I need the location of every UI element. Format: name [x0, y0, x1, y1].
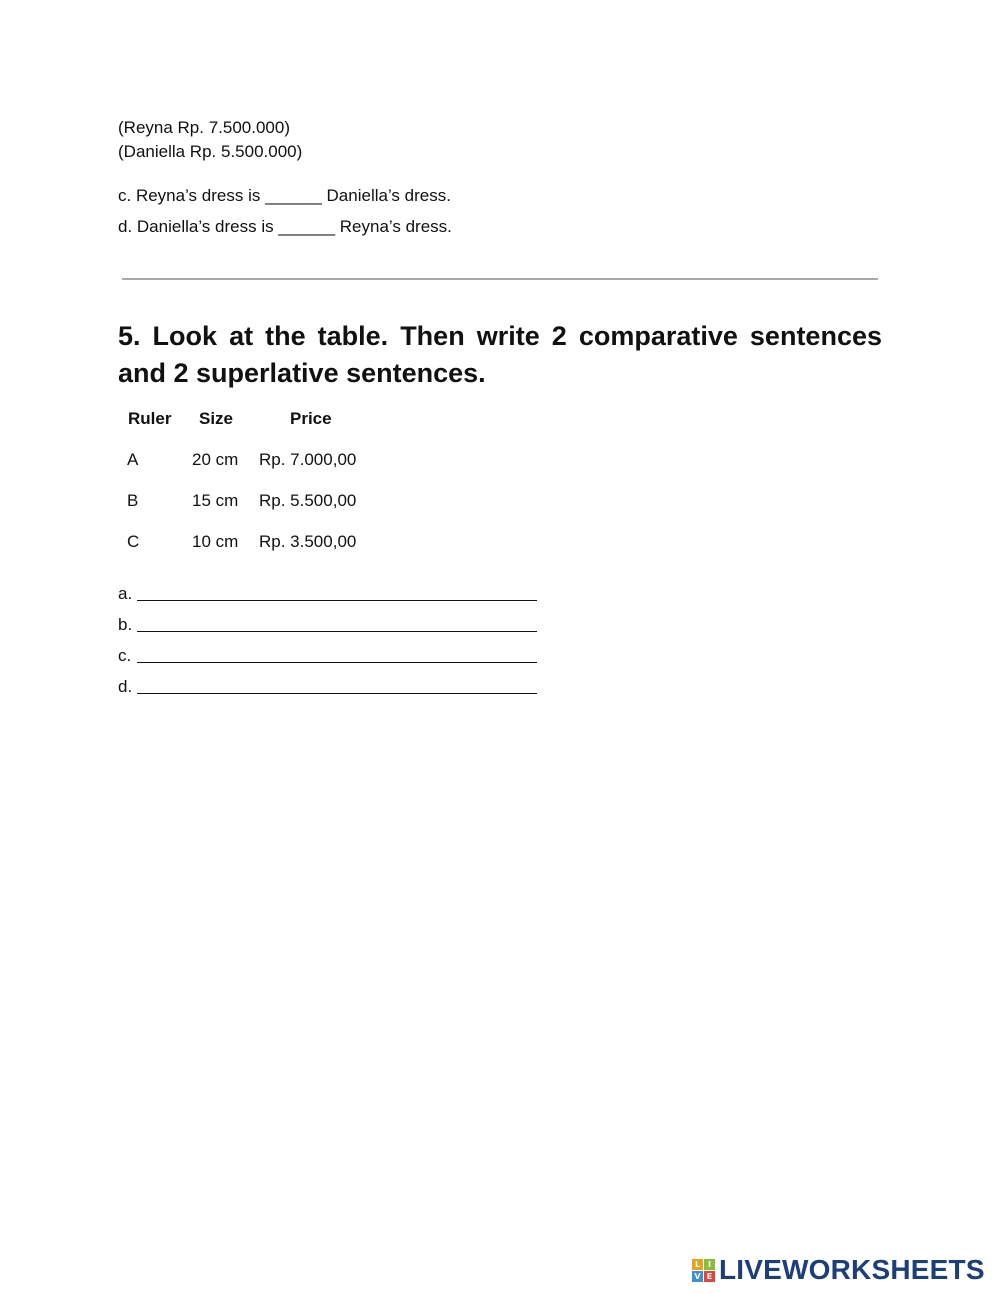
- answer-line-d[interactable]: [137, 693, 537, 694]
- table-cell-price: Rp. 5.500,00: [259, 491, 357, 510]
- answer-line-a[interactable]: [137, 600, 537, 601]
- section-5-title: 5. Look at the table. Then write 2 comparative sentences and 2 superlative sentences.: [118, 321, 882, 388]
- table-cell-ruler: C: [127, 532, 140, 551]
- answer-line-c[interactable]: [137, 662, 537, 663]
- table-header-price: Price: [290, 409, 332, 428]
- price-note-daniella: (Daniella Rp. 5.500.000): [118, 142, 303, 161]
- table-cell-price: Rp. 3.500,00: [259, 532, 357, 551]
- answer-label-d: d.: [118, 677, 133, 696]
- question-d: d. Daniella’s dress is ______ Reyna’s dress.: [118, 217, 452, 236]
- badge-letter: E: [704, 1271, 715, 1282]
- liveworksheets-logo: [692, 1253, 985, 1287]
- table-cell-size: 20 cm: [192, 450, 239, 469]
- table-header-size: Size: [199, 409, 234, 428]
- table-cell-price: Rp. 7.000,00: [259, 450, 357, 469]
- logo-text: LIVEWORKSHEETS: [719, 1254, 985, 1285]
- question-c: c. Reyna’s dress is ______ Daniella’s dress.: [118, 186, 451, 205]
- table-cell-size: 15 cm: [192, 491, 239, 510]
- table-cell-size: 10 cm: [192, 532, 239, 551]
- badge-letter: V: [692, 1271, 703, 1282]
- answer-label-c: c.: [118, 646, 132, 665]
- table-cell-ruler: B: [127, 491, 139, 510]
- table-header-ruler: Ruler: [128, 409, 172, 428]
- answer-label-b: b.: [118, 615, 133, 634]
- answer-label-a: a.: [118, 584, 133, 603]
- live-badge-icon: [692, 1259, 715, 1282]
- answer-line-b[interactable]: [137, 631, 537, 632]
- badge-letter: L: [692, 1259, 703, 1270]
- section-divider: [122, 278, 878, 280]
- badge-letter: I: [704, 1259, 715, 1270]
- price-note-reyna: (Reyna Rp. 7.500.000): [118, 118, 290, 137]
- table-cell-ruler: A: [127, 450, 139, 469]
